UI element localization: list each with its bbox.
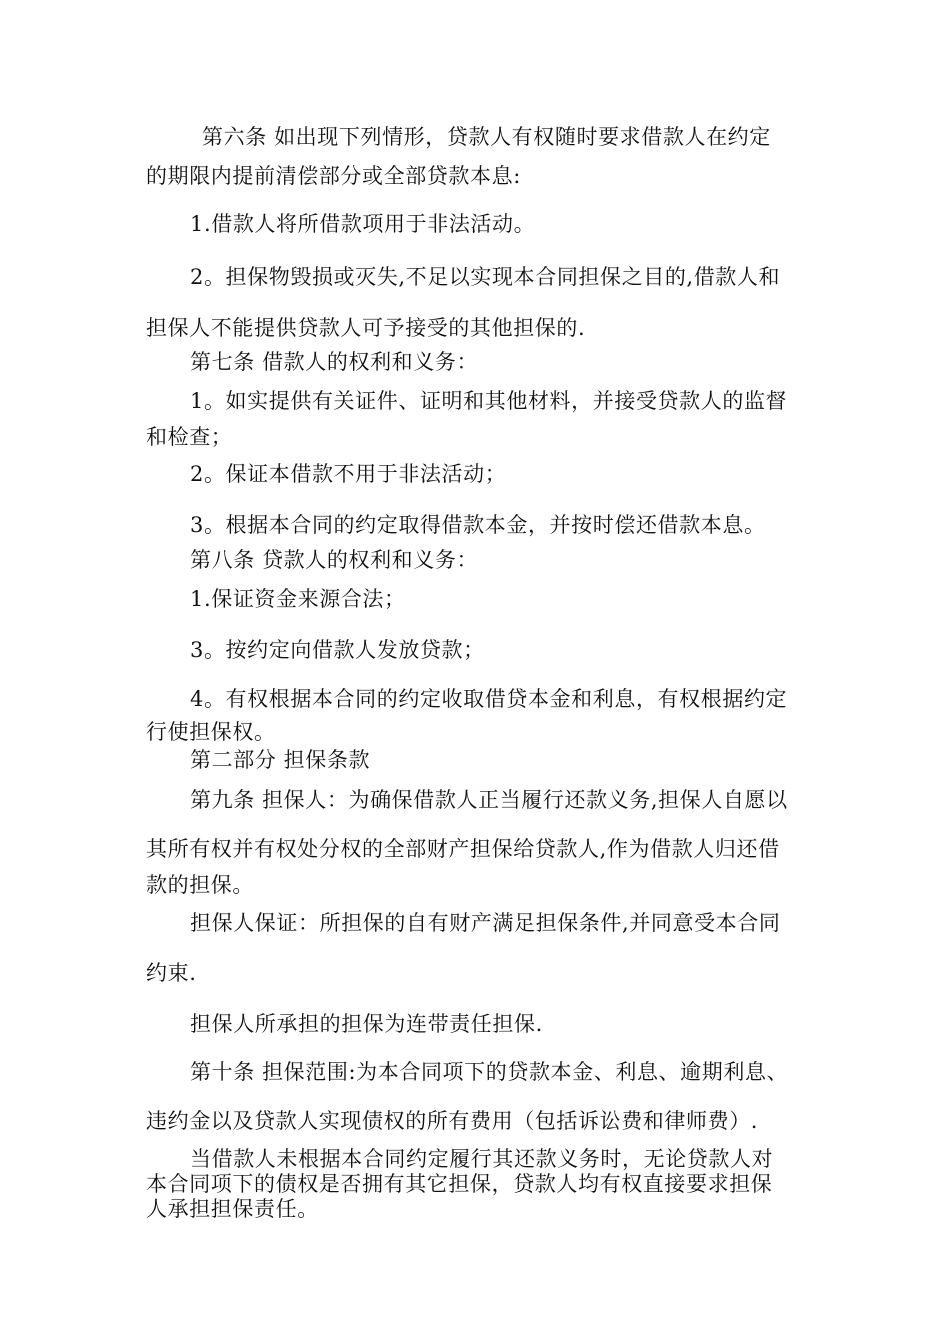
article-6-item-1: 1.借款人将所借款项用于非法活动。 xyxy=(190,212,536,236)
article-6-line-1: 第六条 如出现下列情形，贷款人有权随时要求借款人在约定 xyxy=(202,125,771,149)
article-6-item-2-line-2: 担保人不能提供贷款人可予接受的其他担保的. xyxy=(146,316,586,340)
article-7-heading: 第七条 借款人的权利和义务： xyxy=(190,350,479,374)
article-8-item-3: 3。按约定向借款人发放贷款； xyxy=(190,638,485,662)
joint-liability-line: 担保人所承担的担保为连带责任担保. xyxy=(190,1012,543,1036)
article-7-item-1-line-1: 1。如实提供有关证件、证明和其他材料，并接受贷款人的监督 xyxy=(190,389,788,413)
article-8-item-4-line-2: 行使担保权。 xyxy=(146,720,276,744)
article-9-line-2: 其所有权并有权处分权的全部财产担保给贷款人,作为借款人归还借 xyxy=(146,837,780,861)
article-6-line-2: 的期限内提前清偿部分或全部贷款本息: xyxy=(146,164,521,188)
article-10-line-1: 第十条 担保范围:为本合同项下的贷款本金、利息、逾期利息、 xyxy=(190,1060,789,1084)
article-8-item-4-line-1: 4。有权根据本合同的约定收取借贷本金和利息，有权根据约定 xyxy=(190,687,788,711)
article-7-item-3: 3。根据本合同的约定取得借款本金，并按时偿还借款本息。 xyxy=(190,513,766,537)
article-9-line-1: 第九条 担保人：为确保借款人正当履行还款义务,担保人自愿以 xyxy=(190,788,788,812)
article-10-line-5: 人承担担保责任。 xyxy=(146,1197,319,1221)
article-8-item-1: 1.保证资金来源合法； xyxy=(190,587,406,611)
guarantor-pledge-line-2: 约束. xyxy=(146,961,197,985)
part-2-heading: 第二部分 担保条款 xyxy=(190,748,371,772)
article-8-heading: 第八条 贷款人的权利和义务： xyxy=(190,548,479,572)
article-9-line-3: 款的担保。 xyxy=(146,873,254,897)
article-10-line-3: 当借款人未根据本合同约定履行其还款义务时，无论贷款人对 xyxy=(190,1147,774,1171)
guarantor-pledge-line-1: 担保人保证：所担保的自有财产满足担保条件,并同意受本合同 xyxy=(190,911,781,935)
article-6-item-2-line-1: 2。担保物毁损或灭失,不足以实现本合同担保之目的,借款人和 xyxy=(190,265,781,289)
article-10-line-4: 本合同项下的债权是否拥有其它担保，贷款人均有权直接要求担保 xyxy=(146,1172,773,1196)
article-10-line-2: 违约金以及贷款人实现债权的所有费用（包括诉讼费和律师费）. xyxy=(146,1109,759,1133)
article-7-item-2: 2。保证本借款不用于非法活动； xyxy=(190,462,507,486)
article-7-item-1-line-2: 和检查； xyxy=(146,425,233,449)
